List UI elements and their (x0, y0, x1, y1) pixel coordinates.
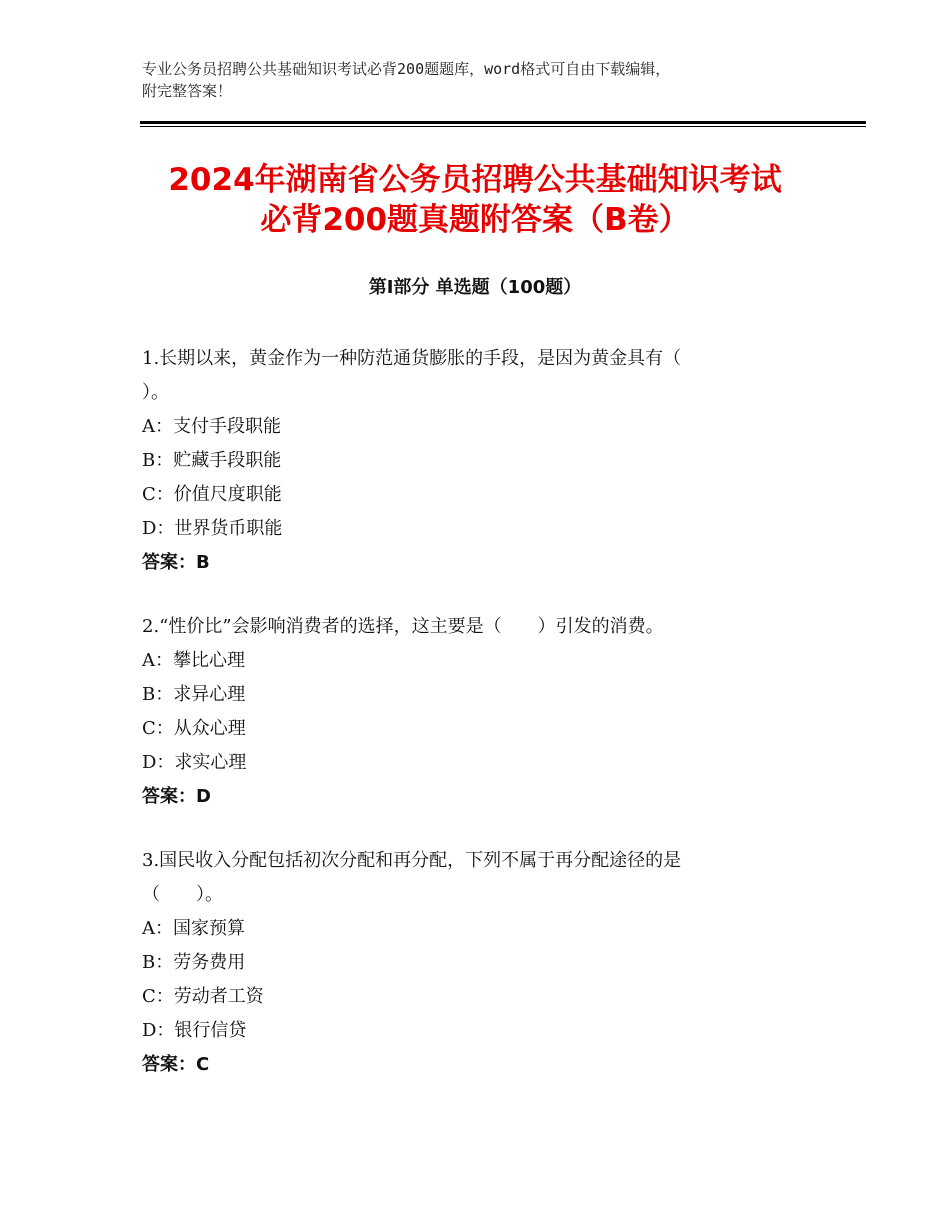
header-note-line-2: 附完整答案！ (142, 82, 233, 100)
question-stem: 3.国民收入分配包括初次分配和再分配，下列不属于再分配途径的是 (142, 850, 682, 871)
document-title (100, 160, 850, 240)
question-stem-continued: （ ）。 (142, 884, 223, 905)
answer-label: 答案：C (142, 1054, 210, 1075)
header-rule-thin (140, 126, 866, 127)
header-rule-thick (140, 121, 866, 124)
option-a: A：国家预算 (142, 918, 245, 939)
option-d: D：求实心理 (142, 752, 247, 773)
question-3 (142, 844, 812, 1082)
question-2 (142, 610, 812, 814)
option-c: C：劳动者工资 (142, 986, 264, 1007)
option-a: A：攀比心理 (142, 650, 245, 671)
question-1 (142, 342, 812, 580)
option-b: B：劳务费用 (142, 952, 246, 973)
question-stem-continued: ）。 (142, 382, 169, 403)
document-title-line-2: 必背200题真题附答案（B卷） (260, 202, 690, 238)
header-note-line-1: 专业公务员招聘公共基础知识考试必背200题题库，word格式可自由下载编辑， (142, 60, 671, 78)
option-b: B：求异心理 (142, 684, 246, 705)
question-stem: 2.“性价比”会影响消费者的选择，这主要是（ ）引发的消费。 (142, 616, 664, 637)
option-c: C：从众心理 (142, 718, 246, 739)
question-stem: 1.长期以来，黄金作为一种防范通货膨胀的手段，是因为黄金具有（ (142, 348, 682, 369)
option-d: D：银行信贷 (142, 1020, 247, 1041)
answer-label: 答案：D (142, 786, 211, 807)
document-title-line-1: 2024年湖南省公务员招聘公共基础知识考试 (168, 162, 782, 198)
section-title: 第Ⅰ部分 单选题（100题） (368, 277, 582, 298)
question-list (142, 342, 812, 1112)
option-c: C：价值尺度职能 (142, 484, 282, 505)
header-note (142, 58, 822, 102)
option-a: A：支付手段职能 (142, 416, 281, 437)
option-d: D：世界货币职能 (142, 518, 283, 539)
answer-label: 答案：B (142, 552, 210, 573)
option-b: B：贮藏手段职能 (142, 450, 282, 471)
